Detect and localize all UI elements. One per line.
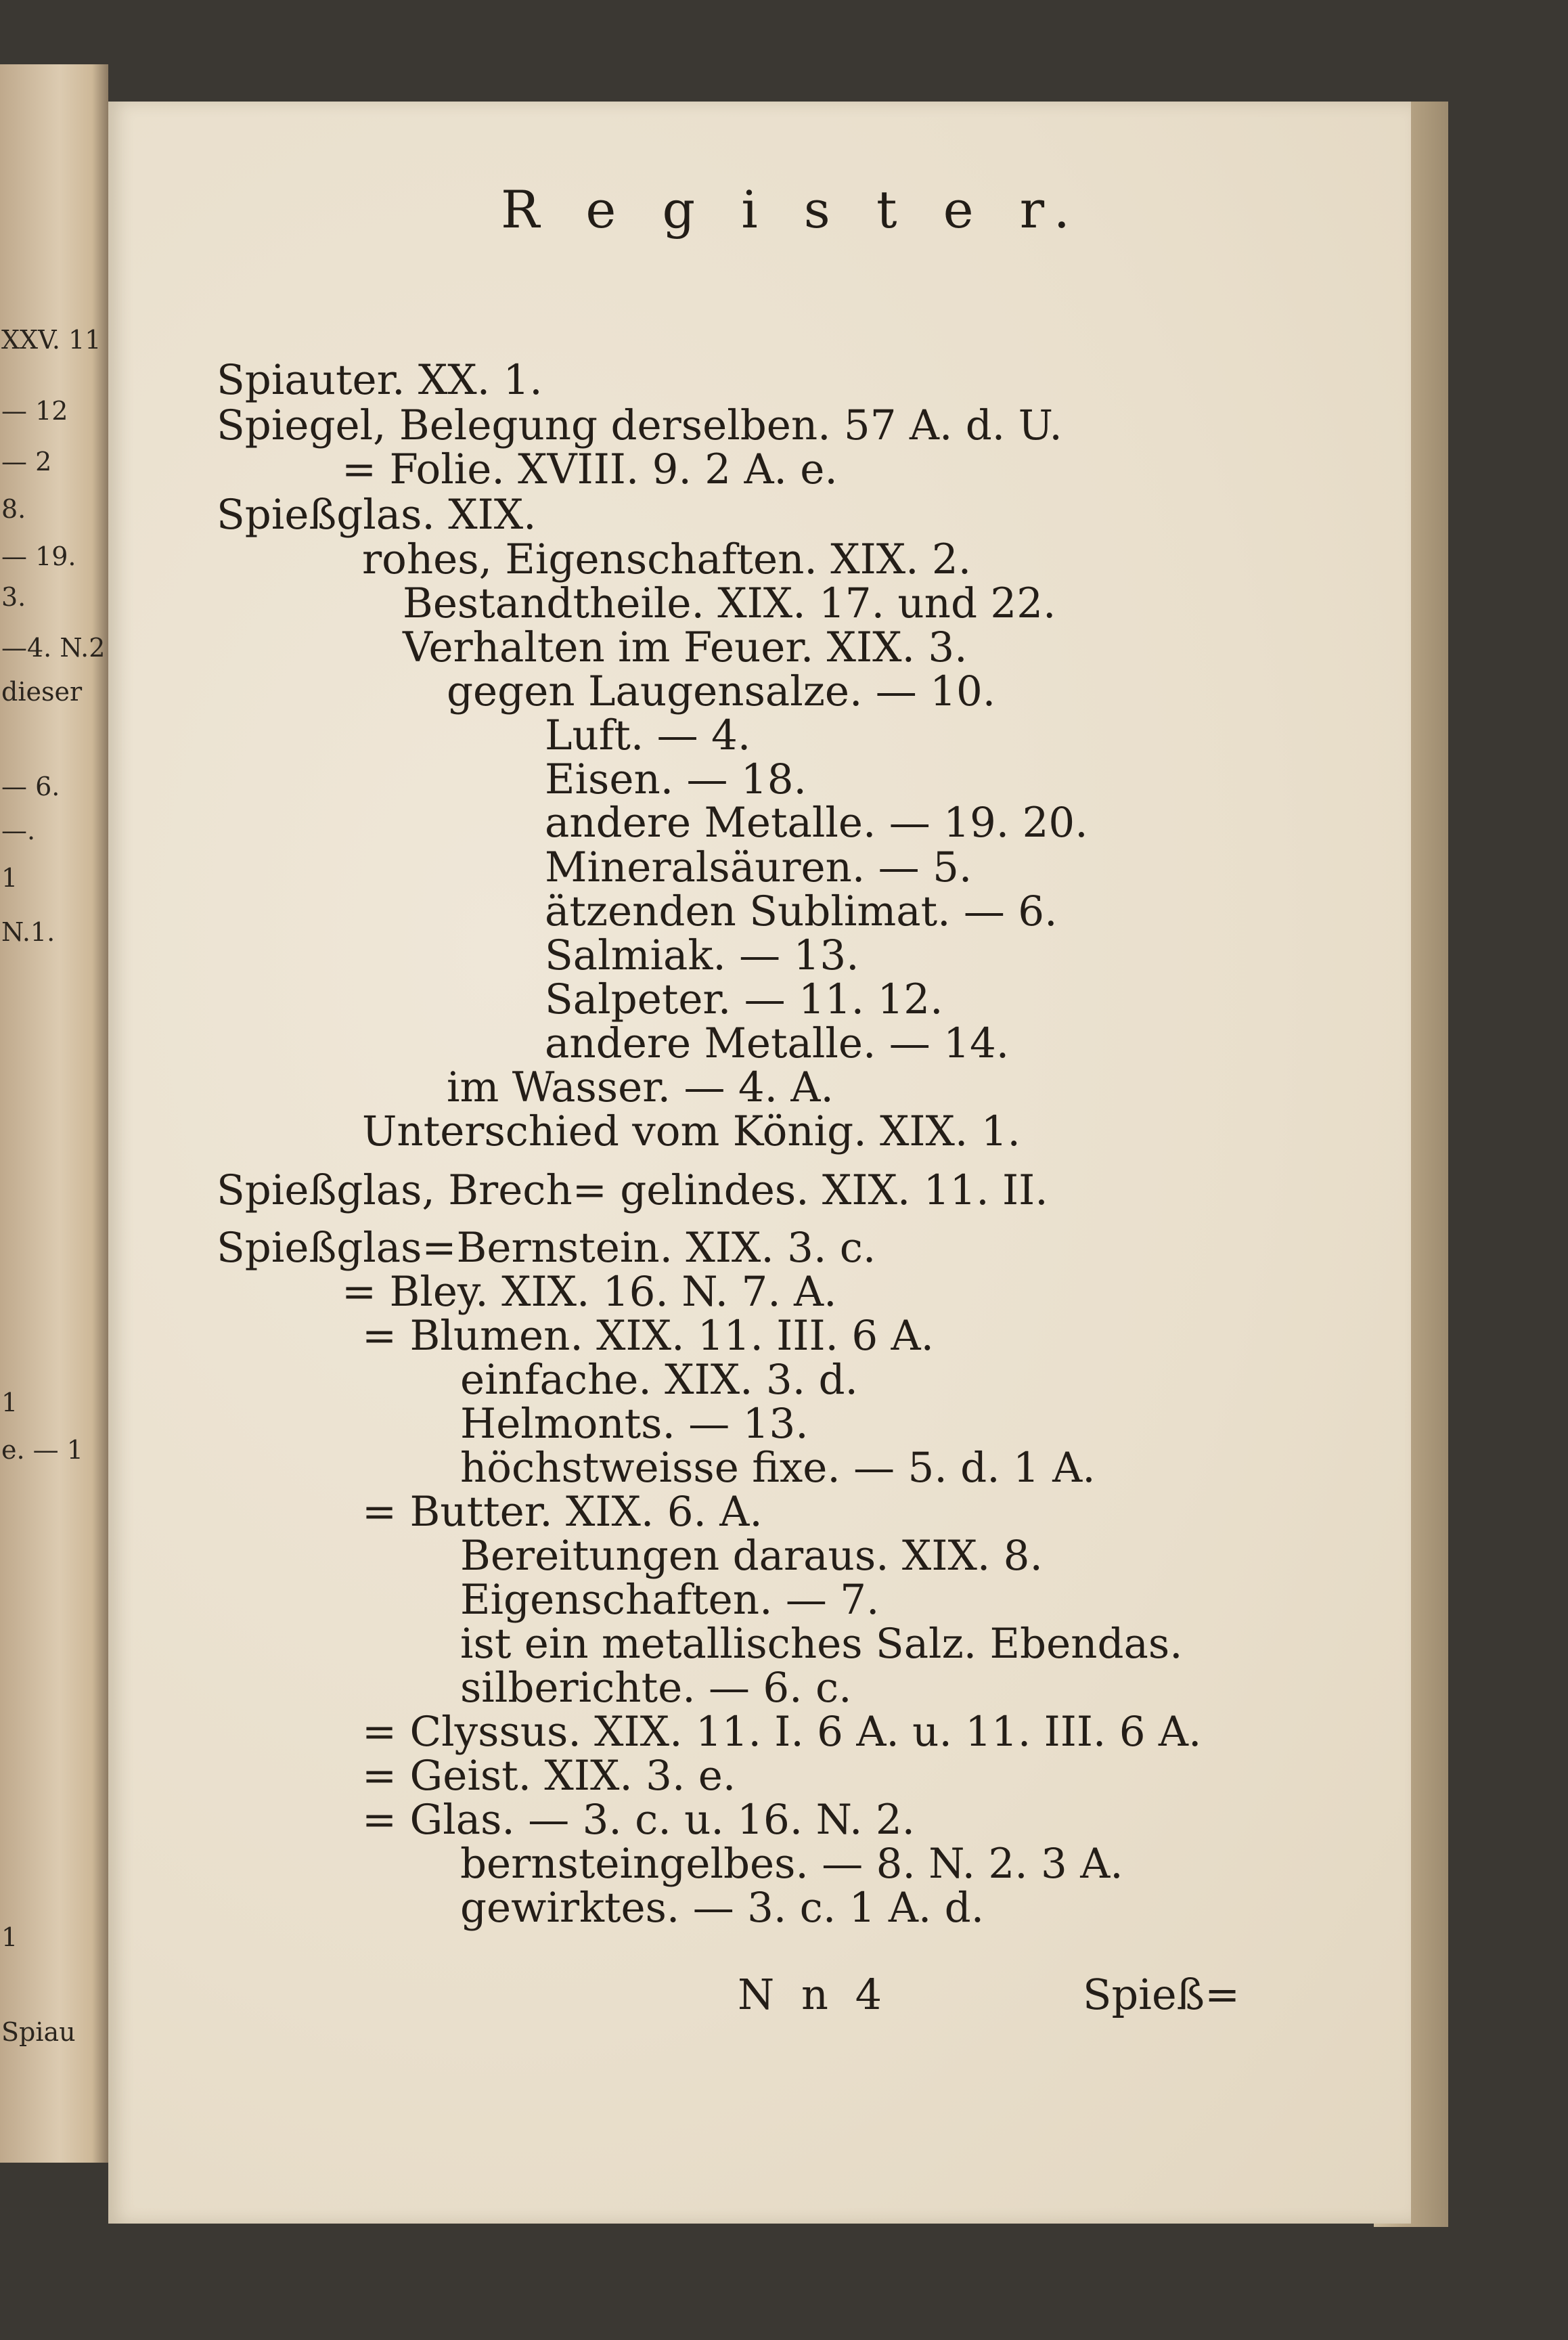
register-entry: Eisen. — 18. xyxy=(545,755,807,803)
register-entry: Spiauter. XX. 1. xyxy=(217,356,543,404)
register-entry: Eigenschaften. — 7. xyxy=(460,1576,880,1624)
register-entry: Verhalten im Feuer. XIX. 3. xyxy=(403,623,968,671)
register-entry: Luft. — 4. xyxy=(545,711,751,759)
register-entry: andere Metalle. — 19. 20. xyxy=(545,799,1088,847)
signature-mark: N n 4 xyxy=(738,1970,889,2019)
register-entry: gewirktes. — 3. c. 1 A. d. xyxy=(460,1884,985,1932)
register-entry: andere Metalle. — 14. xyxy=(545,1019,1010,1067)
register-entry: einfache. XIX. 3. d. xyxy=(460,1356,858,1404)
register-entry: = Bley. XIX. 16. N. 7. A. xyxy=(342,1268,837,1316)
left-page-fragment: —. xyxy=(1,816,36,845)
register-entry: Spiegel, Belegung derselben. 57 A. d. U. xyxy=(217,401,1062,449)
left-page-fragment: Spiau xyxy=(1,2017,76,2047)
left-page-fragment: — 6. xyxy=(1,772,60,801)
register-entry: höchstweisse fixe. — 5. d. 1 A. xyxy=(460,1444,1096,1492)
register-entry: Spießglas. XIX. xyxy=(217,491,537,539)
register-entry: bernsteingelbes. — 8. N. 2. 3 A. xyxy=(460,1840,1123,1888)
register-entry: = Blumen. XIX. 11. III. 6 A. xyxy=(362,1312,934,1360)
register-entry: im Wasser. — 4. A. xyxy=(447,1063,834,1111)
left-page-fragment: N.1. xyxy=(1,917,55,947)
register-entry: Unterschied vom König. XIX. 1. xyxy=(362,1107,1021,1155)
register-entry: Mineralsäuren. — 5. xyxy=(545,843,972,891)
left-page-fragment: XXV. 11 xyxy=(1,325,102,355)
register-entry: = Folie. XVIII. 9. 2 A. e. xyxy=(342,445,838,493)
register-entry: ätzenden Sublimat. — 6. xyxy=(545,887,1058,935)
left-page-fragment: dieser xyxy=(1,677,83,707)
catchword: Spieß= xyxy=(1083,1970,1240,2019)
register-entry: Salmiak. — 13. xyxy=(545,931,859,979)
register-entry: Helmonts. — 13. xyxy=(460,1400,809,1448)
register-entry: Bestandtheile. XIX. 17. und 22. xyxy=(403,579,1056,627)
register-entry: gegen Laugensalze. — 10. xyxy=(447,667,996,715)
left-page-fragment: — 19. xyxy=(1,542,76,571)
register-entry: Salpeter. — 11. 12. xyxy=(545,975,943,1023)
register-entry: silberichte. — 6. c. xyxy=(460,1664,852,1712)
register-entry: Spießglas=Bernstein. XIX. 3. c. xyxy=(217,1224,876,1272)
register-entry: = Clyssus. XIX. 11. I. 6 A. u. 11. III. 6 A. xyxy=(362,1708,1202,1756)
left-page-fragment: 3. xyxy=(1,582,26,612)
left-page-edge xyxy=(0,64,108,2163)
left-page-fragment: 1 xyxy=(1,863,18,893)
register-entry: = Geist. XIX. 3. e. xyxy=(362,1752,736,1800)
left-page-fragment: 8. xyxy=(1,494,26,524)
left-page-fragment: — 12 xyxy=(1,396,68,426)
register-entry: ist ein metallisches Salz. Ebendas. xyxy=(460,1620,1183,1668)
left-page-fragment: —4. N.2 xyxy=(1,633,106,663)
left-page-fragment: e. — 1 xyxy=(1,1435,83,1465)
register-entry: Spießglas, Brech= gelindes. XIX. 11. II. xyxy=(217,1166,1048,1214)
left-page-fragment: — 2 xyxy=(1,447,52,477)
register-entry: rohes, Eigenschaften. XIX. 2. xyxy=(362,535,972,583)
register-entry: = Butter. XIX. 6. A. xyxy=(362,1488,763,1536)
register-entry: Bereitungen daraus. XIX. 8. xyxy=(460,1532,1043,1580)
left-page-fragment: 1 xyxy=(1,1388,18,1417)
page-title: R e g i s t e r. xyxy=(501,179,1085,240)
register-entry: = Glas. — 3. c. u. 16. N. 2. xyxy=(362,1796,916,1844)
left-page-fragment: 1 xyxy=(1,1922,18,1952)
